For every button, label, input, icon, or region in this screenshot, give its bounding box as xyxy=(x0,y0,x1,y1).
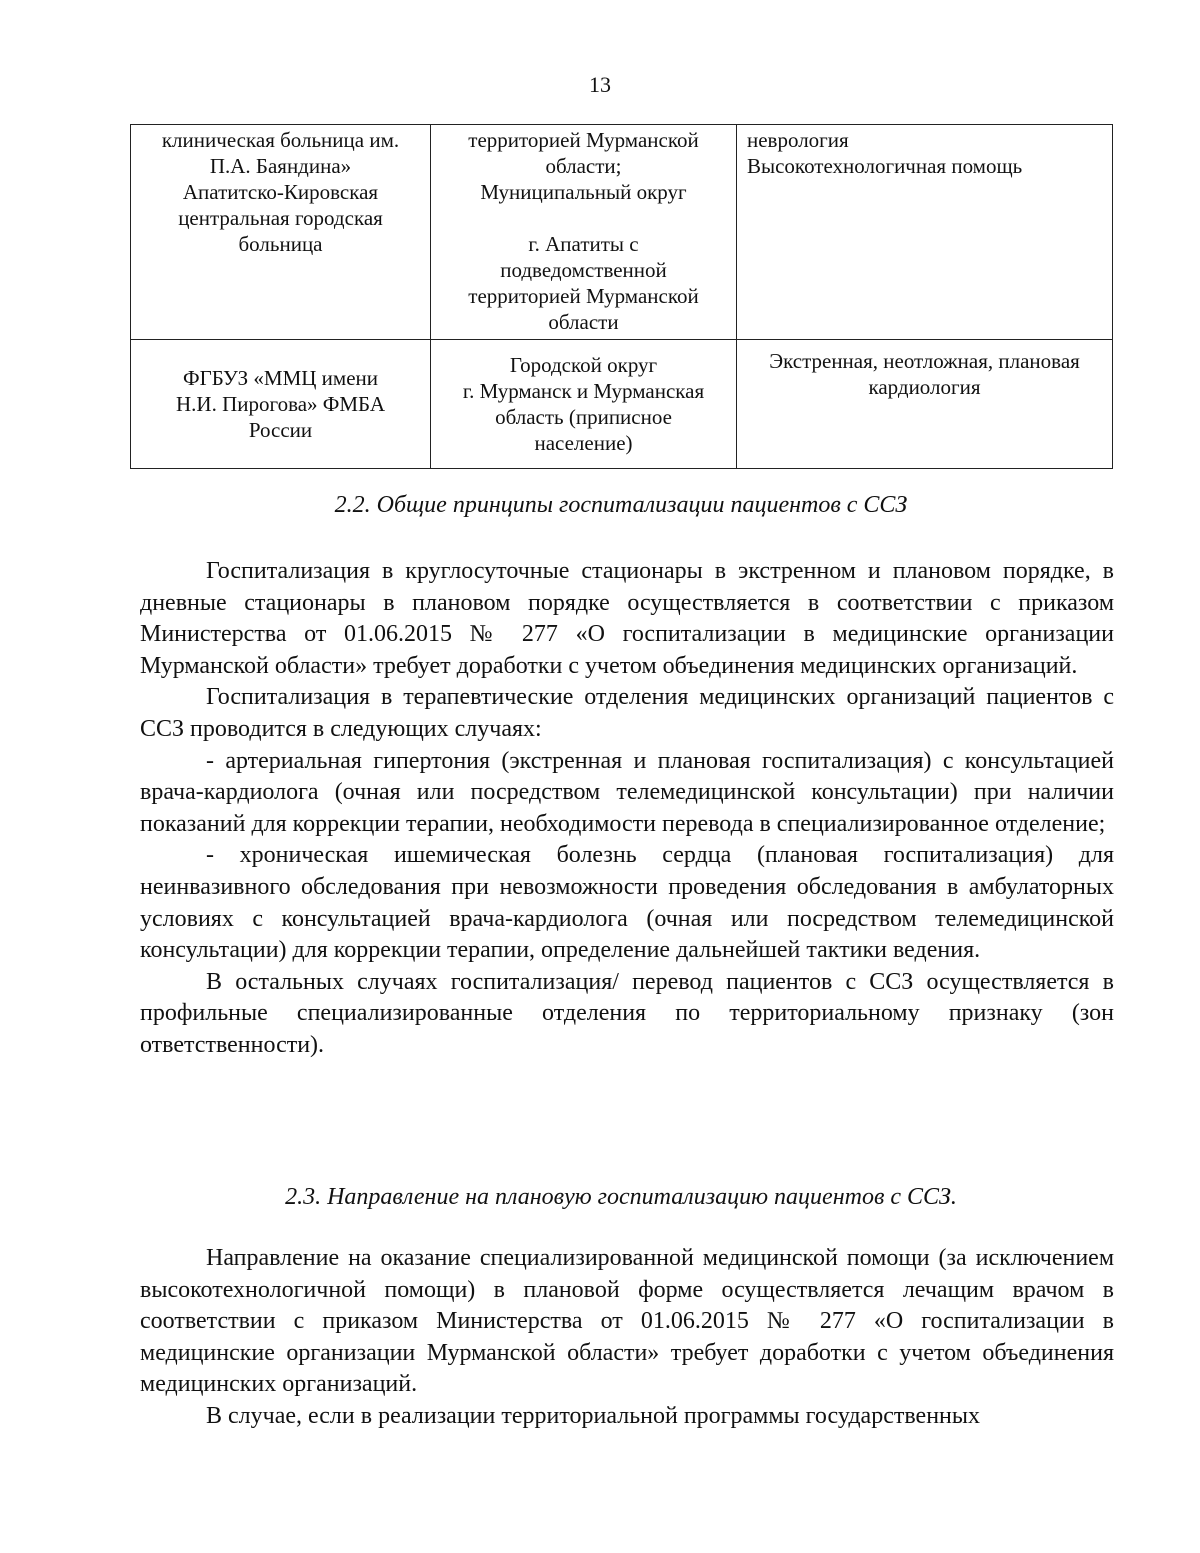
cell-line: территорией Мурманской xyxy=(468,128,699,152)
table-cell-care-profile xyxy=(737,340,1113,469)
cell-line: кардиология xyxy=(868,375,981,399)
cell-line: г. Апатиты с xyxy=(528,232,639,256)
table-cell-care-profile xyxy=(737,125,1113,340)
cell-line: центральная городская xyxy=(178,206,383,230)
cell-line: Н.И. Пирогова» ФМБА xyxy=(176,392,385,416)
section-body-2-2 xyxy=(140,556,1114,1062)
paragraph: В остальных случаях госпитализация/ перевод пациентов с ССЗ осуществляется в профильные специализированные отделения по территориальному признаку (зон ответственности). xyxy=(140,968,1114,1058)
cell-line: Городской округ xyxy=(509,353,658,377)
cell-line: подведомственной xyxy=(500,258,667,282)
paragraph: Направление на оказание специализированной медицинской помощи (за исключением высокотехнологичной помощи) в плановой форме осуществляется лечащим врачом в соответствии с приказом Министерства от 01.06.2015 № 277 «О госпитализации в медицинские организации Мурманской области» требует доработки с учетом объединения медицинских организаций. xyxy=(140,1245,1114,1398)
section-heading-2-2: 2.2. Общие принципы госпитализации пациентов с ССЗ xyxy=(334,492,908,518)
cell-line: клиническая больница им. xyxy=(161,128,400,152)
paragraph: В случае, если в реализации территориальной программы государственных xyxy=(206,1402,980,1429)
table-cell-organization xyxy=(131,125,431,340)
cell-line: П.А. Баяндина» xyxy=(209,154,352,178)
table-row xyxy=(131,125,1113,340)
cell-line: области; xyxy=(545,154,622,178)
cell-line: Апатитско-Кировская xyxy=(182,180,379,204)
cell-line: население) xyxy=(534,431,633,455)
cell-line: области xyxy=(548,310,619,334)
section-body-2-3 xyxy=(140,1243,1114,1433)
table-cell-territory xyxy=(431,340,737,469)
cell-line: г. Мурманск и Мурманская xyxy=(462,379,705,403)
cell-line: неврология xyxy=(747,128,849,152)
cell-line: ФГБУЗ «ММЦ имени xyxy=(183,366,378,390)
cell-line: Муниципальный округ xyxy=(480,180,687,204)
hospital-routing-table xyxy=(130,124,1113,469)
cell-line: России xyxy=(248,418,313,442)
table-cell-organization xyxy=(131,340,431,469)
cell-line: территорией Мурманской xyxy=(468,284,699,308)
cell-line: больница xyxy=(238,232,323,256)
cell-line: Экстренная, неотложная, плановая xyxy=(769,349,1080,373)
page-number: 13 xyxy=(589,72,611,97)
table-cell-territory xyxy=(431,125,737,340)
paragraph: Госпитализация в круглосуточные стационары в экстренном и плановом порядке, в дневные стационары в плановом порядке осуществляется в соответствии с приказом Министерства от 01.06.2015 № 277 «О госпитализации в медицинские организации Мурманской области» требует доработки с учетом объединения медицинских организаций. xyxy=(140,558,1114,679)
paragraph: - хроническая ишемическая болезнь сердца (плановая госпитализация) для неинвазивного обследования при невозможности проведения обследования в амбулаторных условиях с консультацией врача-кардиолога (очная или посредством телемедицинской консультации) для коррекции терапии, определение дальнейшей тактики ведения. xyxy=(140,842,1114,964)
section-heading-2-3: 2.3. Направление на плановую госпитализацию пациентов с ССЗ. xyxy=(285,1184,957,1210)
paragraph: Госпитализация в терапевтические отделения медицинских организаций пациентов с ССЗ проводится в следующих случаях: xyxy=(140,684,1114,742)
paragraph: - артериальная гипертония (экстренная и плановая госпитализация) с консультацией врача-кардиолога (очная или посредством телемедицинской консультации) при наличии показаний для коррекции терапии, необходимости перевода в специализированное отделение; xyxy=(140,747,1114,837)
cell-line: Высокотехнологичная помощь xyxy=(747,154,1023,178)
table-row xyxy=(131,340,1113,469)
cell-line: область (приписное xyxy=(495,405,672,429)
